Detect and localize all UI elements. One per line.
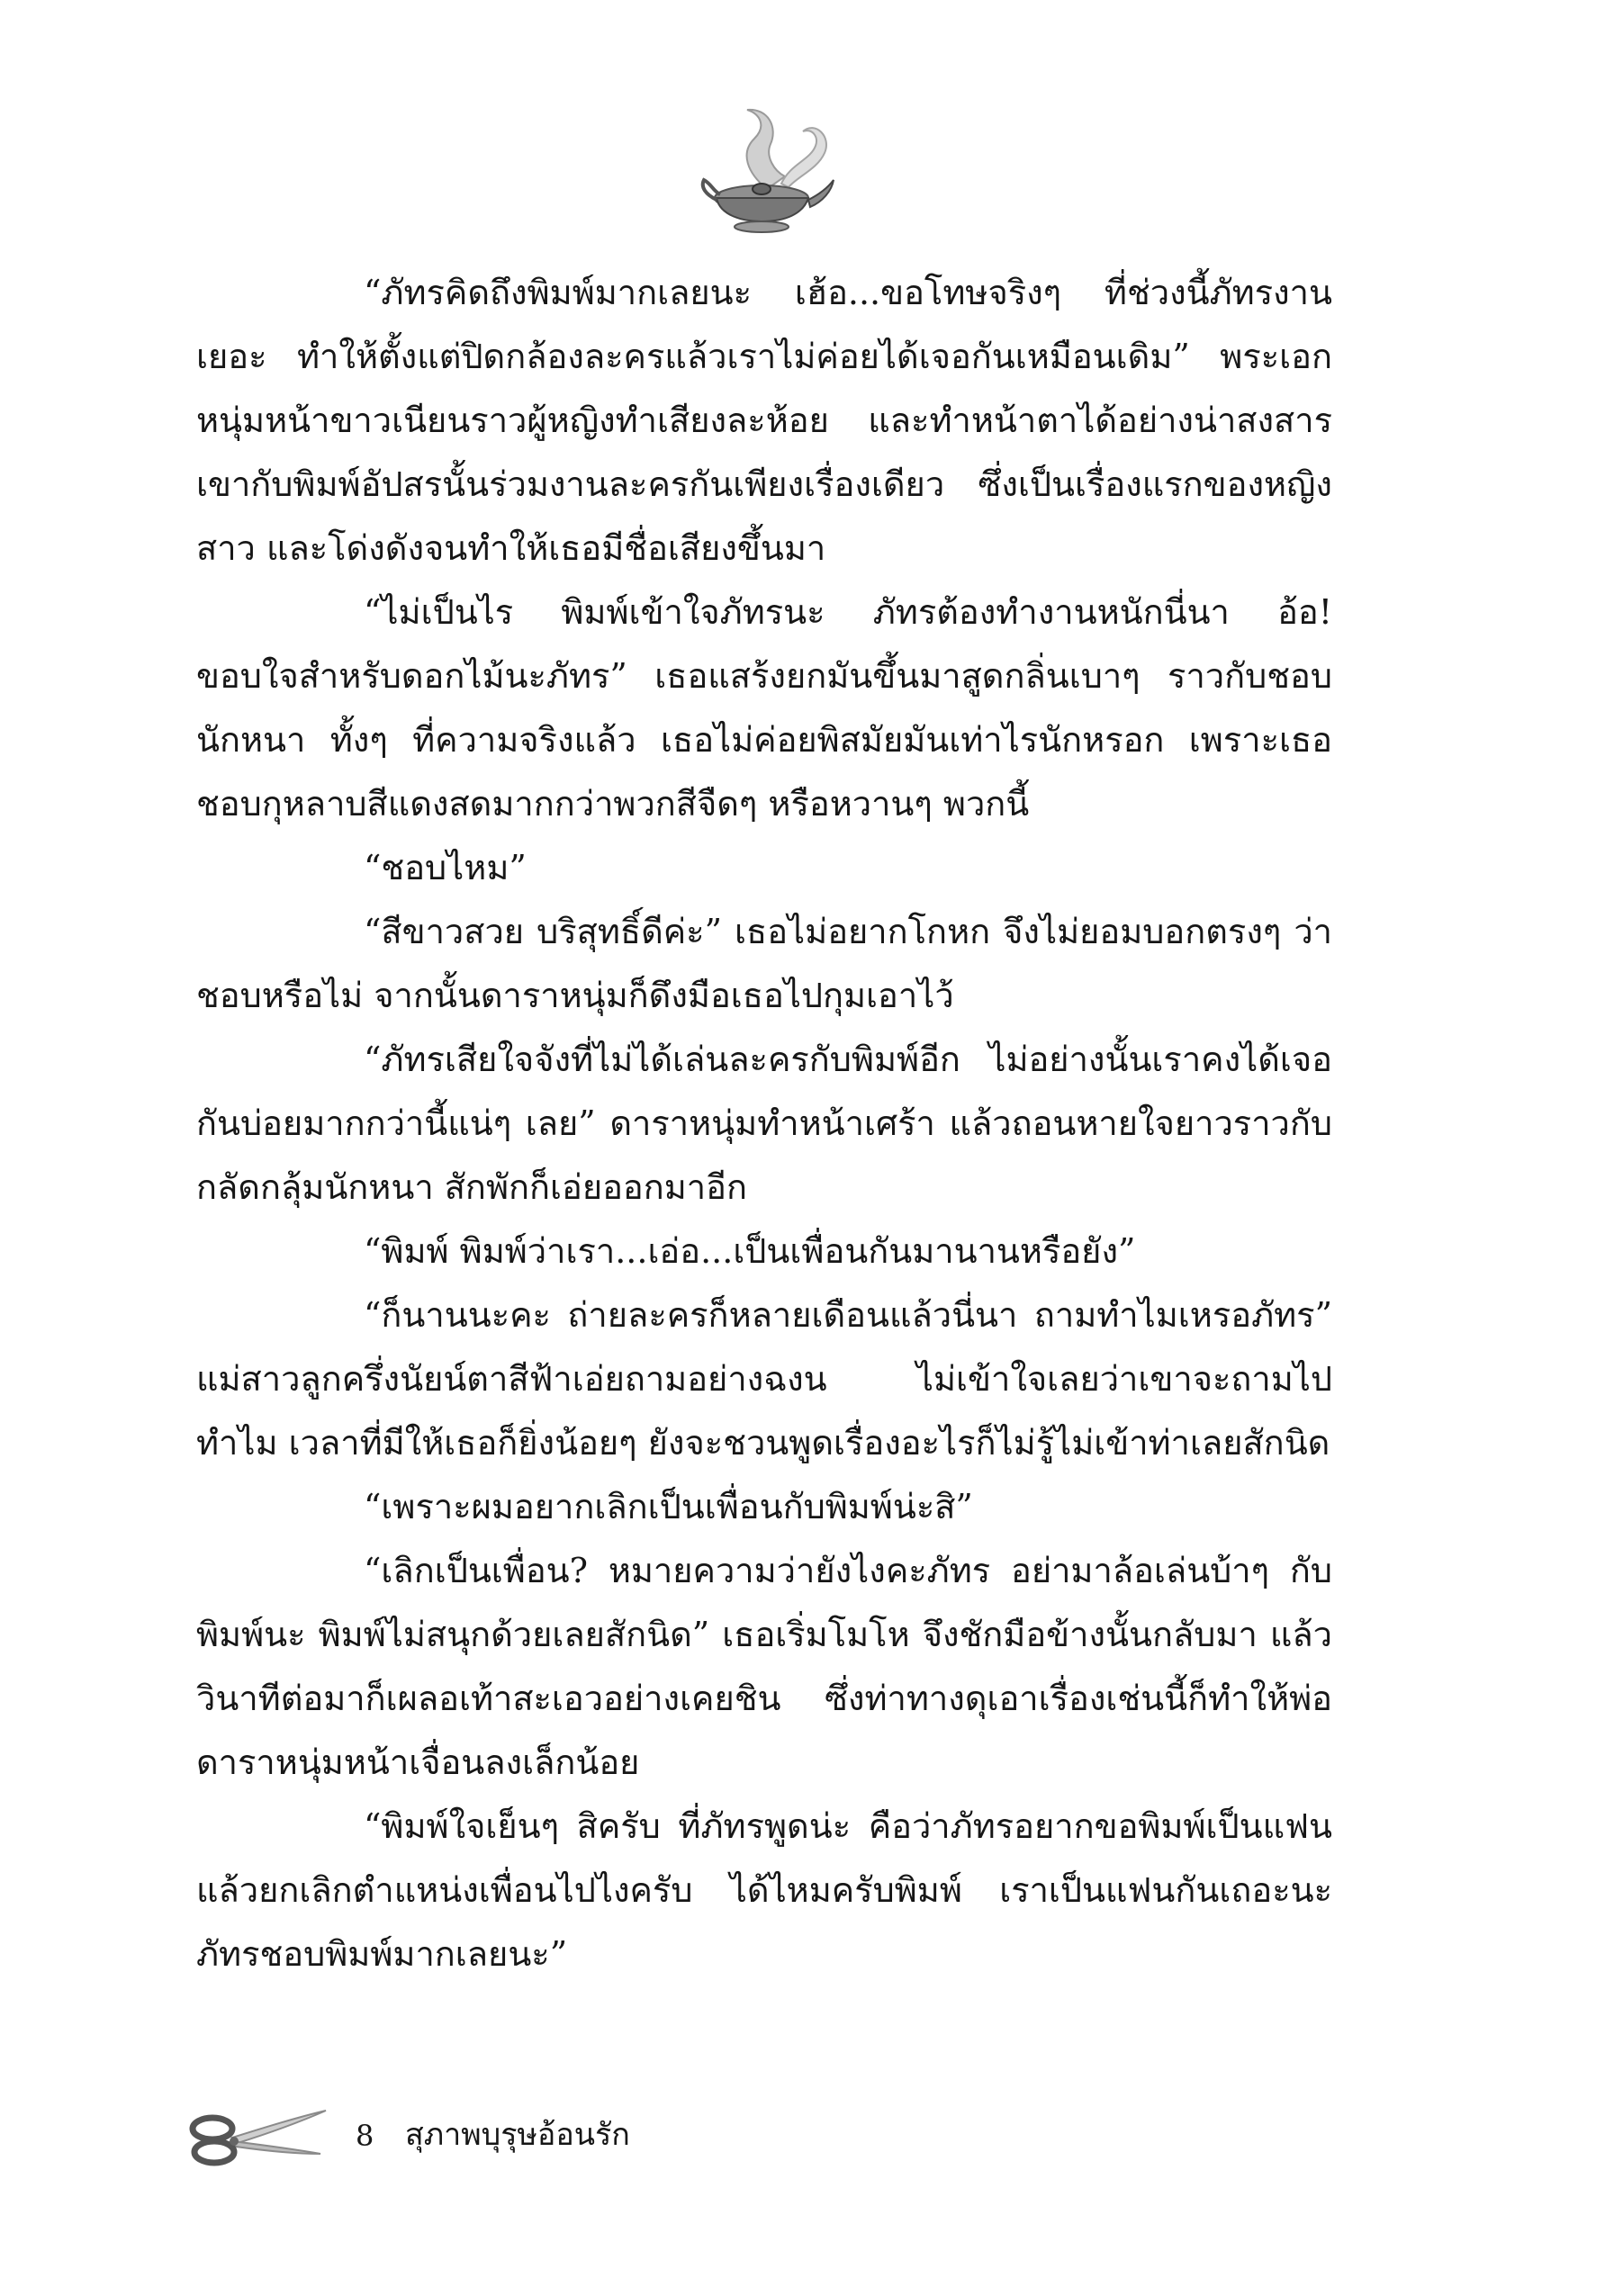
paragraph-10: “พิมพ์ใจเย็นๆ สิครับ ที่ภัทรพูดน่ะ คือว่าภัทรอยากขอพิมพ์เป็นแฟน แล้วยกเลิกตำแหน่งเพื่อนไปไงครับ ได้ไหมครับพิมพ์ เราเป็นแฟนกันเถอะนะ ภัทรชอบพิมพ์มากเลยนะ” <box>196 1806 1332 1974</box>
paragraph-2: “ไม่เป็นไร พิมพ์เข้าใจภัทรนะ ภัทรต้องทำงานหนักนี่นา อ้อ! ขอบใจสำหรับดอกไม้นะภัทร” เธอแสร้งยกมันขึ้นมาสูดกลิ่นเบาๆ ราวกับชอบนักหนา ทั้งๆ ที่ความจริงแล้ว เธอไม่ค่อยพิสมัยมันเท่าไรนักหรอก เพราะเธอชอบกุหลาบสีแดงสดมากกว่าพวกสีจืดๆ หรือหวานๆ พวกนี้ <box>196 592 1332 824</box>
page-footer <box>189 2102 999 2174</box>
book-title: สุภาพบุรุษอ้อนรัก <box>405 2117 630 2153</box>
paragraph-8: “เพราะผมอยากเลิกเป็นเพื่อนกับพิมพ์น่ะสิ” <box>364 1487 973 1526</box>
paragraph-5: “ภัทรเสียใจจังที่ไม่ได้เล่นละครกับพิมพ์อีก ไม่อย่างนั้นเราคงได้เจอกันบ่อยมากกว่านี้แน่ๆ เลย” ดาราหนุ่มทำหน้าเศร้า แล้วถอนหายใจยาวราวกับกลัดกลุ้มนักหนา สักพักก็เอ่ยออกมาอีก <box>196 1040 1332 1207</box>
paragraph-3: “ชอบไหม” <box>364 848 527 887</box>
paragraph-1: “ภัทรคิดถึงพิมพ์มากเลยนะ เฮ้อ...ขอโทษจริงๆ ที่ช่วงนี้ภัทรงานเยอะ ทำให้ตั้งแต่ปิดกล้องละครแล้วเราไม่ค่อยได้เจอกันเหมือนเดิม” พระเอกหนุ่มหน้าขาวเนียนราวผู้หญิงทำเสียงละห้อย และทำหน้าตาได้อย่างน่าสงสาร เขากับพิมพ์อัปสรนั้นร่วมงานละครกันเพียงเรื่องเดียว ซึ่งเป็นเรื่องแรกของหญิงสาว และโด่งดังจนทำให้เธอมีชื่อเสียงขึ้นมา <box>196 273 1332 568</box>
scissors-icon <box>189 2102 329 2174</box>
paragraph-6: “พิมพ์ พิมพ์ว่าเรา...เอ่อ...เป็นเพื่อนกันมานานหรือยัง” <box>364 1231 1136 1271</box>
page-number: 8 <box>356 2119 374 2153</box>
paragraph-7: “ก็นานนะคะ ถ่ายละครก็หลายเดือนแล้วนี่นา ถามทำไมเหรอภัทร” แม่สาวลูกครึ่งนัยน์ตาสีฟ้าเอ่ยถามอย่างฉงน ไม่เข้าใจเลยว่าเขาจะถามไปทำไม เวลาที่มีให้เธอก็ยิ่งน้อยๆ ยังจะชวนพูดเรื่องอะไรก็ไม่รู้ไม่เข้าท่าเลยสักนิด <box>196 1295 1332 1463</box>
story-text <box>196 261 1332 1986</box>
magic-lamp-icon <box>684 101 837 236</box>
paragraph-4: “สีขาวสวย บริสุทธิ์ดีค่ะ” เธอไม่อยากโกหก จึงไม่ยอมบอกตรงๆ ว่าชอบหรือไม่ จากนั้นดาราหนุ่มก็ดึงมือเธอไปกุมเอาไว้ <box>196 912 1332 1015</box>
paragraph-9: “เลิกเป็นเพื่อน? หมายความว่ายังไงคะภัทร อย่ามาล้อเล่นบ้าๆ กับพิมพ์นะ พิมพ์ไม่สนุกด้วยเลยสักนิด” เธอเริ่มโมโห จึงชักมือข้างนั้นกลับมา แล้ววินาทีต่อมาก็เผลอเท้าสะเอวอย่างเคยชิน ซึ่งท่าทางดุเอาเรื่องเช่นนี้ก็ทำให้พ่อดาราหนุ่มหน้าเจื่อนลงเล็กน้อย <box>196 1551 1332 1782</box>
